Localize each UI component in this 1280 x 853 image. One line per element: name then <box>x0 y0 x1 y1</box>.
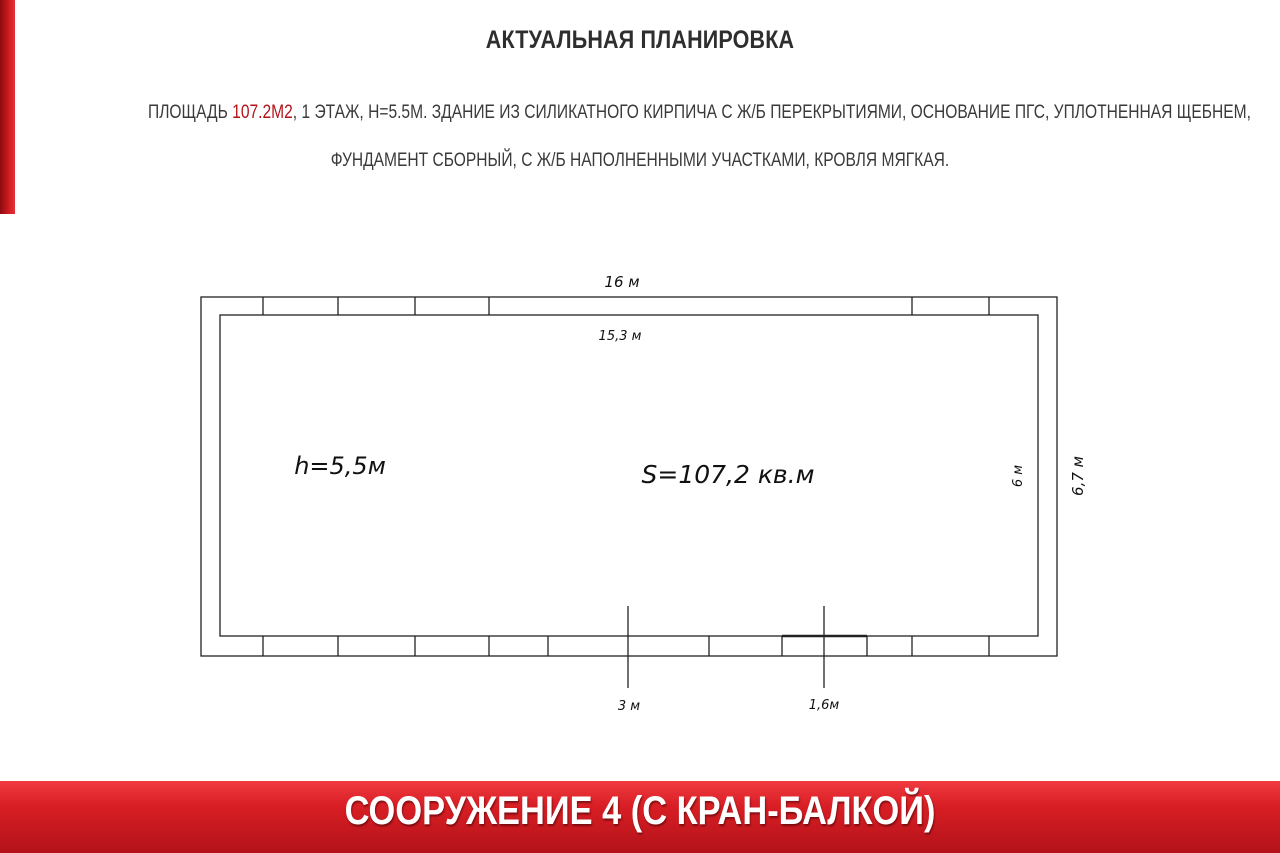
area-value: 107.2М2 <box>232 102 293 123</box>
bottom-dimension-1-6m: 1,6м <box>808 698 840 713</box>
outer-length-label: 16 м <box>604 273 640 291</box>
footer-title: СООРУЖЕНИЕ 4 (С КРАН-БАЛКОЙ) <box>344 789 936 833</box>
description-suffix: , 1 ЭТАЖ, H=5.5М. ЗДАНИЕ ИЗ СИЛИКАТНОГО КИРПИЧА С Ж/Б ПЕРЕКРЫТИЯМИ, ОСНОВАНИЕ ПГС, УПЛОТНЕННАЯ ЩЕБНЕМ, <box>292 102 1251 123</box>
description-prefix: ПЛОЩАДЬ <box>148 102 233 123</box>
area-label: S=107,2 кв.м <box>641 460 815 489</box>
outer-width-label: 6,7 м <box>1069 456 1087 496</box>
footer-banner <box>0 781 1280 853</box>
page-title: АКТУАЛЬНАЯ ПЛАНИРОВКА <box>485 26 795 54</box>
bottom-dimension-3m: 3 м <box>617 699 641 714</box>
inner-width-label: 6 м <box>1011 464 1026 488</box>
bottom-window-ticks <box>263 636 989 656</box>
inner-length-label: 15,3 м <box>598 329 642 344</box>
top-window-ticks <box>263 297 989 315</box>
height-label: h=5,5м <box>294 452 386 480</box>
description-line-2: ФУНДАМЕНТ СБОРНЫЙ, С Ж/Б НАПОЛНЕННЫМИ УЧАСТКАМИ, КРОВЛЯ МЯГКАЯ. <box>330 150 950 171</box>
